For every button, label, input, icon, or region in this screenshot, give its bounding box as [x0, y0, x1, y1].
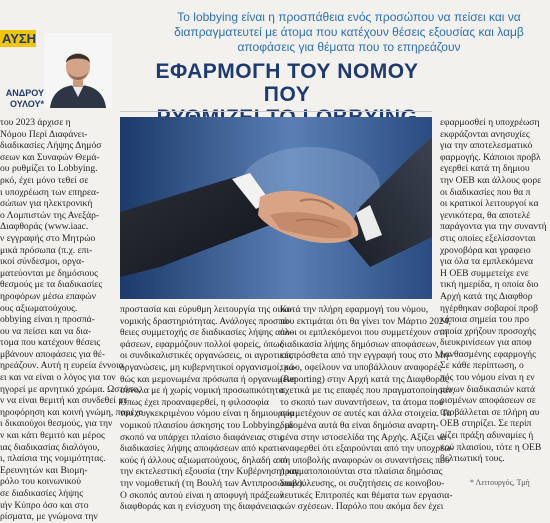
body-text-line: ηροφόρηση και κοινή γνώμη, παρέχο — [0, 406, 144, 418]
body-text-line: ου να πείσει και να δια- — [0, 325, 92, 337]
body-text-line: που εκτιμάται ότι θα γίνει τον Μάρτιο 2024, — [280, 315, 451, 327]
body-text-line: ρόλο του κοινωνικού — [0, 476, 81, 488]
column-tag: ΑΥΣΗ — [2, 31, 37, 46]
author-footnote: * Λειτουργός, Τμή — [470, 478, 530, 487]
body-text-line: λανθασμένης εφαρμογής — [440, 348, 536, 360]
body-text-line: διευκρινίσεων για αποφ — [440, 337, 532, 349]
body-text-line: υποβάλλεται σε πλήρη αυ — [440, 406, 540, 418]
body-text-line: προστασία και εύρυθμη λειτουργία της οικο- — [120, 304, 293, 315]
body-text-line: πραγματοποιούνται στα πλαίσια δημόσιας — [280, 466, 443, 478]
body-text-line: σχετικά με τις επαφές που πραγματοποίησαν, — [280, 385, 455, 397]
body-text-line: μικά πρόσωπα (π.χ. επι- — [0, 244, 93, 256]
body-text-line: την νομοθετική (τη Βουλή των Αντιπροσώπων). — [120, 477, 305, 489]
body-text-line: σε διαδικασίες λήψης — [0, 488, 83, 499]
lead-line: διαπραγματευτεί με άτομα που κατέχουν θέσεις εξουσίας και λαμβ — [174, 25, 524, 39]
body-text-line: ηγέρθηκαν σοβαροί προβ — [440, 302, 538, 314]
body-text-line: οι διαδικασίες που θα π — [440, 186, 531, 198]
body-text-line: εκφράζονται ανησυχίες — [440, 128, 530, 140]
body-text-line: Κατά την πλήρη εφαρμογή του νόμου, — [280, 304, 429, 315]
body-text-line: όλοι οι εμπλεκόμενοι που συμμετέχουν στη — [280, 327, 448, 339]
body-text-line: βελτιωτική τους. — [440, 453, 505, 465]
body-text-line: στις οποίες εξελίσσονται — [440, 232, 536, 244]
body-text-line: σεων και Συναφών Θεμά- — [0, 151, 100, 163]
body-text-line: ΟΕΒ στηρίζει. Σε περίπ — [440, 418, 532, 430]
author-name — [0, 88, 44, 110]
article-lead — [150, 10, 548, 55]
body-text-line: πός του νόμου είναι η εν — [440, 372, 535, 384]
body-text-line: αναφερθεί ότι εξαιρούνται από την υποχρέω- — [280, 443, 454, 455]
author-name-line: ΟΥΛΟΥ* — [10, 99, 44, 109]
body-text-line: κού πλαισίου, τότε η ΟΕΒ — [440, 441, 542, 453]
handshake-photo — [120, 117, 432, 299]
body-text-line: του 2023 άρχισε η — [0, 117, 71, 128]
body-text-line: επιπρόσθετα από την εγγραφή τους στο Μη- — [280, 350, 452, 362]
body-text-line: ν και κάτι θεμιτό και μέρος — [0, 430, 105, 442]
body-text-line: τρώο, οφείλουν να υποβάλλουν αναφορές — [280, 361, 442, 373]
body-text-line: θειες συμμετοχής σε διαδικασίες λήψης απο- — [120, 327, 294, 339]
body-column-3 — [280, 304, 455, 513]
body-text-line: οι κρατικοί λειτουργοί κα — [440, 198, 539, 210]
body-text-line: obbying είναι η προσπά- — [0, 314, 95, 326]
body-text-line: ει και να είναι ο λόγος για τον — [0, 372, 116, 384]
body-text-line: διαδικασίες Λήψης Δημόσ — [0, 140, 102, 152]
body-text-line: διαδικασίες λήψης αποφάσεων από κρατι- — [120, 443, 283, 455]
body-text-line: διαβούλευσης, οι συζητήσεις σε κοινοβου- — [280, 477, 445, 489]
lead-line: αποφάσεις για θέματα που το επηρεάζουν — [237, 40, 461, 54]
body-text-line: γενικότερα, θα αποτελέ — [440, 209, 531, 221]
body-text-line: ση υποβολής αναφορών οι συναντήσεις που — [280, 454, 450, 466]
body-text-line: την εκτελεστική εξουσία (την Κυβέρνηση) και — [120, 466, 300, 478]
body-text-line: μένα στην ιστοσελίδα της Αρχής. Αξίζει να — [280, 431, 447, 443]
body-text-line: του συγκεκριμένου νόμου είναι η δημιουργία — [120, 408, 295, 420]
body-text-line: νομικής δραστηριότητας. Ανάλογες προσπά- — [120, 315, 292, 327]
body-text-line: δεδομένα αυτά θα είναι δημόσια αναρτη- — [280, 419, 439, 431]
body-text-line: ρισμένων αποφάσεων σε — [440, 395, 536, 407]
body-text-line: θεσμούς με τα διαδικασίες — [0, 279, 103, 291]
body-text-line: κάποια σημεία του προ — [440, 314, 530, 326]
body-text-line: σώπων για ηλεκτρονική — [0, 198, 93, 210]
body-text-line: εγερθεί κατά τη δημιου — [440, 163, 530, 175]
author-name-line: ΑΝΔΡΟΥ — [5, 88, 44, 98]
body-text-line: Αρχή κατά της Διαφθορ — [440, 290, 533, 302]
body-text-line: Σε κάθε περίπτωση, ο — [440, 360, 524, 372]
body-text-line: διαφθοράς και η ενίσχυση της διαφάνειας. — [120, 501, 283, 513]
body-column-2 — [120, 304, 305, 513]
body-text-line: Διαφθοράς (www.iaac. — [0, 221, 89, 233]
lead-line: Το lobbying είναι η προσπάθεια ενός προσώπου να πείσει και να — [177, 10, 521, 24]
body-text-line: νομικού πλαισίου άσκησης του Lobbying, με — [120, 419, 294, 431]
body-text-line: ιας διαδικασίας διαλόγου, — [0, 441, 100, 453]
body-text-line: σκοπό να υπάρχει πλαίσιο διαφάνειας στις — [120, 431, 284, 443]
body-text-line: Όπως έχει προαναφερθεί, η φιλοσοφία — [120, 396, 269, 408]
body-text-line: διαδικασία λήψης δημόσιων αποφάσεων, — [280, 338, 439, 350]
body-column-1 — [0, 117, 144, 523]
body-text-line: κών σχέσεων. Παρόλο που ακόμα δεν έχει — [280, 501, 444, 513]
body-text-line: ρίζει πράξη αδυναμίες ή — [440, 430, 534, 442]
body-text-line: Η ΟΕΒ συμμετείχε ενε — [440, 267, 529, 279]
body-text-line: συμμετέχουν σε αυτές και άλλα στοιχεία. Τα — [280, 408, 452, 420]
body-text-line: ηγορεί με αρνητικό χρώμα. Ωστόσο, — [0, 383, 141, 395]
body-text-line: ν εγγραφής στο Μητρώο — [0, 232, 96, 244]
body-text-line: ιήν Κύπρο όσο και στο — [0, 499, 89, 511]
body-text-line: ν να είναι θεμιτή και συνδεθεί με — [0, 395, 128, 407]
body-text-line: Ερευνητών και Βιομη- — [0, 464, 88, 476]
body-text-line: τική ημερίδα, η οποία διο — [440, 279, 539, 291]
body-text-line: την ΟΕΒ και άλλους φορε — [440, 174, 542, 186]
body-text-line: οποία χρήζουν προσοχής — [440, 325, 536, 337]
author-portrait-illustration — [44, 33, 112, 108]
body-text-line: ους αξιωματούχους. — [0, 302, 78, 314]
body-text-line: εφαρμοσθεί η υποχρέωση — [440, 117, 540, 128]
body-text-line: για όλα τα εμπλεκόμενα — [440, 256, 534, 268]
body-text-line: φάσεων, εφαρμόζουν πολλοί φορείς, όπως — [120, 338, 284, 350]
body-text-line: ματεύονται με δημόσιους — [0, 267, 98, 279]
body-text-line: ι υποχρέωση των επηρεα- — [0, 186, 100, 198]
body-text-line: ο Λομπιστών της Ανεξάρ- — [0, 209, 100, 221]
body-text-line: (Reporting) στην Αρχή κατά της Διαφθοράς — [280, 373, 449, 385]
body-text-line: παράγοντα για την συναντή — [440, 221, 547, 233]
body-text-line: φαρμογής. Κάποιοι προβλ — [440, 151, 541, 163]
handshake-illustration — [120, 117, 432, 299]
body-text-line: μβάνουν αποφάσεις για θέ- — [0, 348, 105, 360]
title-line: ΕΦΑΡΜΟΓΗ ΤΟΥ ΝΟΜΟΥ ΠΟΥ — [155, 60, 419, 106]
body-text-line: οργανώσεις, μη κυβερνητικοί οργανισμοί, κα- — [120, 361, 298, 373]
body-text-line: τομα που κατέχουν θέσεις — [0, 337, 101, 349]
body-text-line: σύνολα με ή χωρίς νομική προσωπικότητα. — [120, 385, 287, 397]
author-photo — [44, 33, 112, 108]
body-text-line: ρίσματα, με γνώμονα την — [0, 511, 98, 523]
body-text-line: οι συνδικαλιστικές οργανώσεις, οι αγροτικές — [120, 350, 293, 362]
body-text-line: θώς και μεμονωμένα πρόσωπα ή οργανωμένα — [120, 373, 297, 385]
title-divider — [120, 111, 432, 112]
body-text-line: ικοί σύνδεσμοι, οργα- — [0, 256, 85, 268]
body-column-4 — [440, 117, 550, 467]
body-text-line: ηροφόρων μέσω επαφών — [0, 290, 96, 302]
body-text-line: ι δικαιούχοι θεσμούς, για την — [0, 418, 113, 430]
body-text-line: το σκοπό των συναντήσεων, τα άτομα που — [280, 396, 444, 408]
body-text-line: χρονοβόρα και γραφειο — [440, 244, 531, 256]
body-text-line: ηρεάζουν. Αυτή η ευρεία έννοια — [0, 360, 124, 372]
body-text-line: κούς ή άλλους αξιωματούχους, δηλαδή από — [120, 454, 288, 466]
body-text-line: ι, πλαίσια της νομιμότητας. — [0, 453, 106, 465]
body-text-line: λευτικές Επιτροπές και θέματα των εργασια- — [280, 489, 453, 501]
body-text-line: Νόμου Περί Διαφάνει- — [0, 128, 88, 140]
body-text-line: μένων διαδικασιών κατά — [440, 383, 536, 395]
body-text-line: ρκό, έχει μόνο τεθεί σε — [0, 174, 89, 186]
body-text-line: ου ρυθμίζει το Lobbying. — [0, 163, 98, 175]
body-text-line: για την αποτελεσματικό — [440, 140, 533, 152]
body-text-line: Ο σκοπός αυτού είναι η αποφυγή πράξεων — [120, 489, 284, 501]
